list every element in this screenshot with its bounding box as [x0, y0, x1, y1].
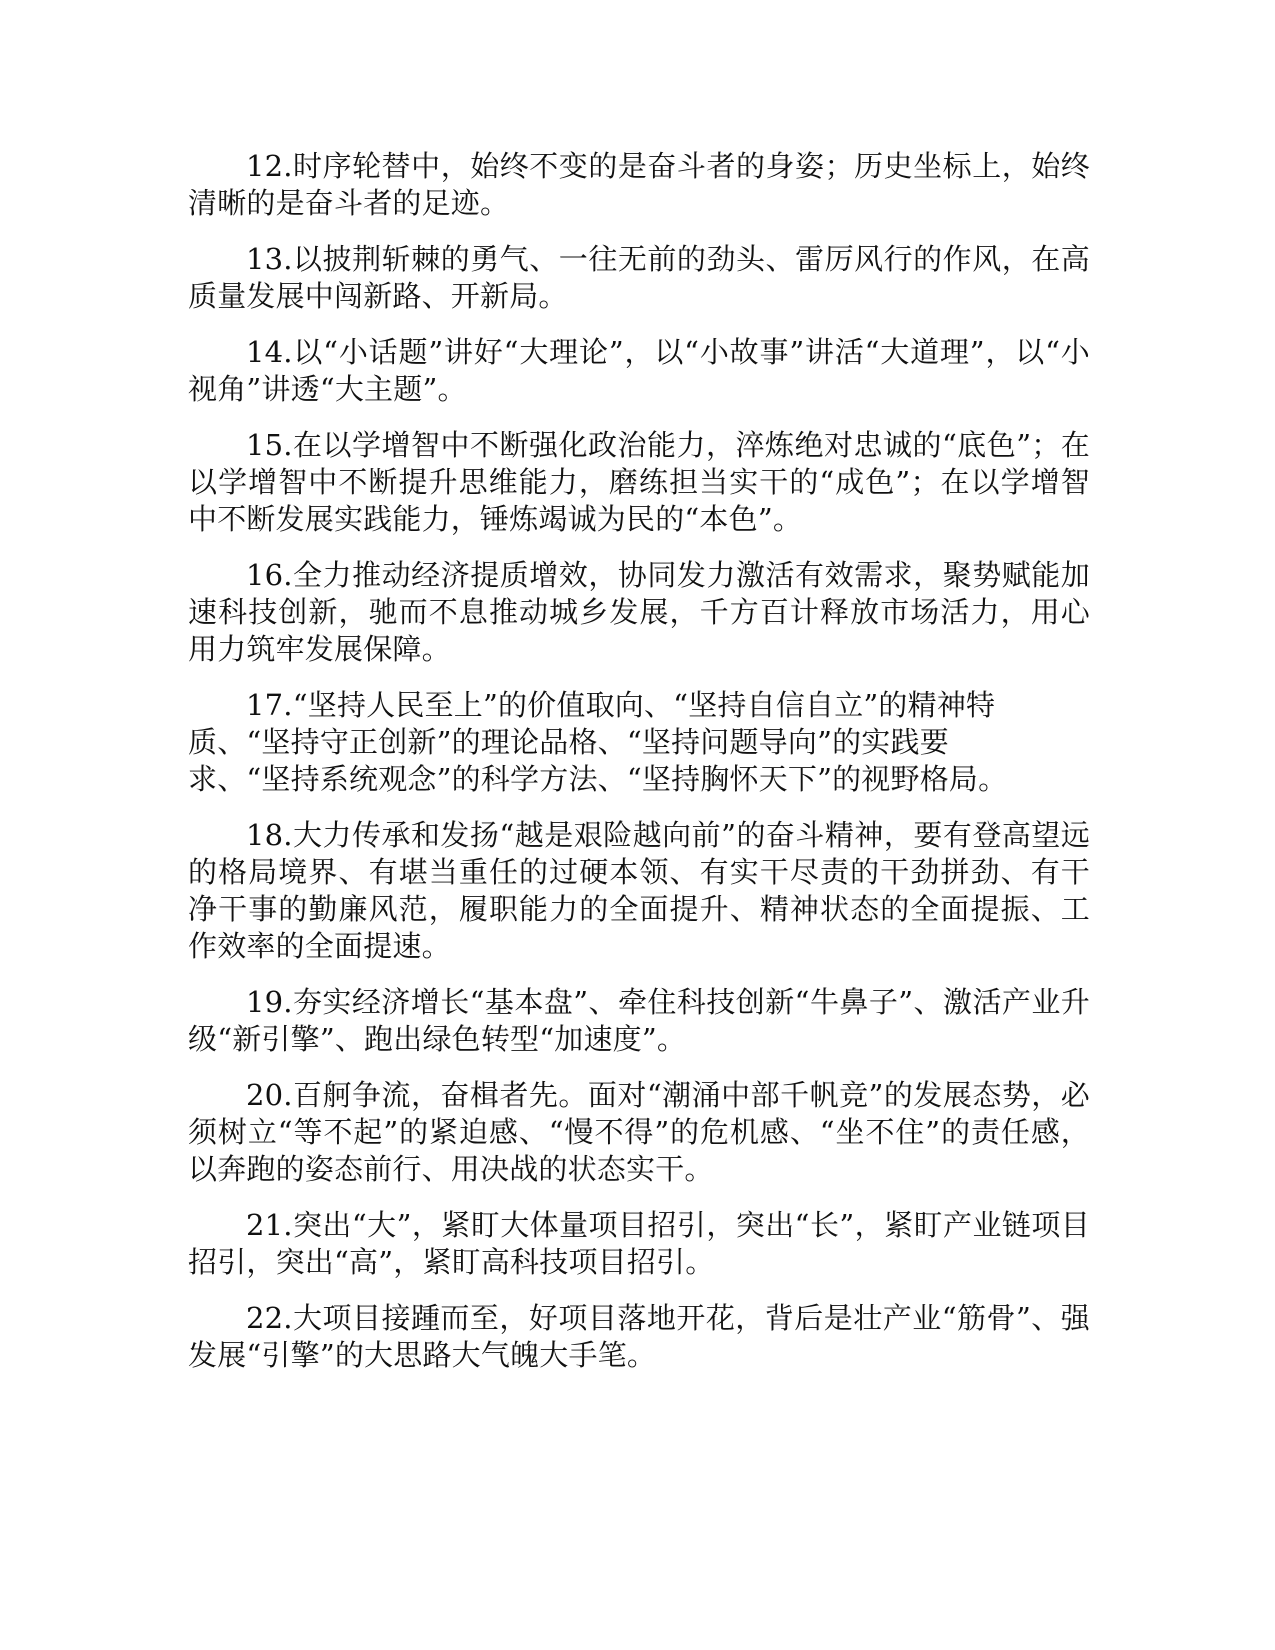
paragraph-12: 12.时序轮替中，始终不变的是奋斗者的身姿；历史坐标上，始终清晰的是奋斗者的足迹。 — [188, 149, 1090, 220]
paragraph-17: 17.“坚持人民至上”的价值取向、“坚持自信自立”的精神特质、“坚持守正创新”的理论品格、“坚持问题导向”的实践要求、“坚持系统观念”的科学方法、“坚持胸怀天下”的视野格局。 — [188, 688, 1008, 796]
paragraph-18: 18.大力传承和发扬“越是艰险越向前”的奋斗精神，要有登高望远的格局境界、有堪当重任的过硬本领、有实干尽责的干劲拼劲、有干净干事的勤廉风范，履职能力的全面提升、精神状态的全面提振、工作效率的全面提速。 — [188, 818, 1090, 963]
document-page — [188, 148, 1090, 1393]
paragraph-13: 13.以披荆斩棘的勇气、一往无前的劲头、雷厉风行的作风，在高质量发展中闯新路、开新局。 — [188, 242, 1090, 313]
paragraph-16: 16.全力推动经济提质增效，协同发力激活有效需求，聚势赋能加速科技创新，驰而不息推动城乡发展，千方百计释放市场活力，用心用力筑牢发展保障。 — [188, 558, 1090, 666]
paragraph-22: 22.大项目接踵而至，好项目落地开花，背后是壮产业“筋骨”、强发展“引擎”的大思路大气魄大手笔。 — [188, 1301, 1090, 1372]
paragraph-15: 15.在以学增智中不断强化政治能力，淬炼绝对忠诚的“底色”；在以学增智中不断提升思维能力，磨练担当实干的“成色”；在以学增智中不断发展实践能力，锤炼竭诚为民的“本色”。 — [188, 428, 1090, 536]
paragraph-19: 19.夯实经济增长“基本盘”、牵住科技创新“牛鼻子”、激活产业升级“新引擎”、跑出绿色转型“加速度”。 — [188, 985, 1090, 1056]
paragraph-14: 14.以“小话题”讲好“大理论”，以“小故事”讲活“大道理”，以“小视角”讲透“大主题”。 — [188, 335, 1090, 406]
paragraph-20: 20.百舸争流，奋楫者先。面对“潮涌中部千帆竞”的发展态势，必须树立“等不起”的紧迫感、“慢不得”的危机感、“坐不住”的责任感，以奔跑的姿态前行、用决战的状态实干。 — [188, 1078, 1090, 1186]
paragraph-21: 21.突出“大”，紧盯大体量项目招引，突出“长”，紧盯产业链项目招引，突出“高”，紧盯高科技项目招引。 — [188, 1208, 1090, 1279]
